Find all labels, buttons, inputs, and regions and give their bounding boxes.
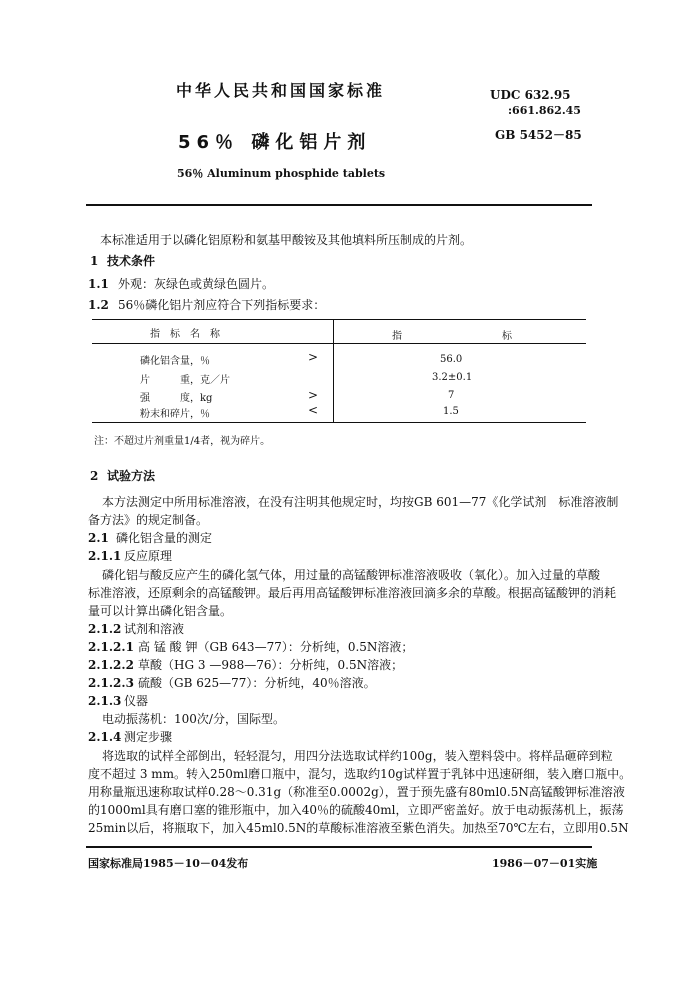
table-column-divider — [333, 319, 334, 422]
document-title-english: 56％ Aluminum phosphide tablets — [177, 167, 386, 180]
section-2-1-2-3-number: 2.1.2.3 — [88, 676, 134, 690]
section-1-2-text: 56％磷化铝片剂应符合下列指标要求： — [118, 298, 326, 312]
section-2-1-2-3-text: 硫酸（GB 625—77）：分析纯，40％溶液。 — [138, 676, 376, 690]
section-2-1-4-paragraph-line: 的1000ml具有磨口塞的锥形瓶中，加入40％的硫酸40ml，立即严密盖好。放于电动振荡机上，振荡 — [88, 803, 624, 817]
table-top-rule — [92, 319, 586, 320]
table-row-name: 片 重，克／片 — [140, 375, 230, 386]
intro-paragraph: 本标准适用于以磷化铝原粉和氨基甲酸铵及其他填料所压制成的片剂。 — [100, 233, 473, 247]
section-1-2-number: 1.2 — [88, 298, 109, 312]
section-2-1-3-text: 电动振荡机：100次/分，国际型。 — [102, 712, 285, 726]
section-2-title: 试验方法 — [107, 469, 156, 483]
table-note: 注：不超过片剂重量1/4者，视为碎片。 — [94, 436, 271, 447]
section-2-1-number: 2.1 — [88, 531, 109, 545]
national-standard-title: 中华人民共和国国家标准 — [176, 81, 386, 100]
effective-date: 1986－07－01实施 — [492, 857, 598, 870]
section-1-number: 1 — [90, 254, 99, 268]
table-row-operator: < — [308, 403, 319, 417]
document-title: 56％ 磷化铝片剂 — [178, 132, 372, 153]
issued-date: 国家标准局1985－10－04发布 — [88, 857, 249, 870]
section-2-1-1-number: 2.1.1 — [88, 549, 122, 563]
section-2-1-4-paragraph-line: 将选取的试样全部倒出，轻轻混匀，用四分法选取试样约100g，装入塑料袋中。将样品砸碎到粒 — [102, 749, 613, 763]
gb-code: GB 5452－85 — [495, 128, 582, 142]
header-divider — [86, 204, 592, 206]
section-1-title: 技术条件 — [107, 254, 156, 268]
section-2-intro-line: 备方法》的规定制备。 — [88, 513, 209, 527]
section-1-1-number: 1.1 — [88, 277, 109, 291]
table-row-operator: > — [308, 388, 319, 402]
section-2-1-3-title: 仪器 — [124, 694, 149, 708]
table-row-value: 7 — [448, 390, 455, 401]
section-2-1-1-paragraph-line: 标准溶液，还原剩余的高锰酸钾。最后再用高锰酸钾标准溶液回滴多余的草酸。根据高锰酸钾的消耗 — [88, 586, 617, 600]
table-row-name: 强 度，kg — [140, 393, 213, 404]
table-row-name: 粉末和碎片，％ — [140, 409, 210, 420]
section-1-1-text: 外观：灰绿色或黄绿色圆片。 — [118, 277, 275, 291]
table-row-value: 1.5 — [443, 406, 459, 417]
udc-code-line2: :661.862.45 — [508, 104, 581, 117]
table-row-operator: > — [308, 350, 319, 364]
section-2-1-2-2-number: 2.1.2.2 — [88, 658, 134, 672]
section-2-1-4-paragraph-line: 用称量瓶迅速称取试样0.28～0.31g（称准至0.0002g），置于预先盛有80ml0.5N高锰酸钾标准溶液 — [88, 785, 625, 799]
section-2-1-2-number: 2.1.2 — [88, 622, 122, 636]
footer-divider — [86, 846, 592, 848]
section-2-1-2-2-text: 草酸（HG 3 —988—76）：分析纯，0.5N溶液； — [138, 658, 404, 672]
section-2-1-2-1-number: 2.1.2.1 — [88, 640, 134, 654]
section-2-1-2-1-text: 高 锰 酸 钾（GB 643—77）：分析纯，0.5N溶液； — [138, 640, 414, 654]
udc-code-line1: UDC 632.95 — [490, 88, 571, 102]
table-bottom-rule — [92, 422, 586, 423]
table-row-name: 磷化铝含量，％ — [140, 356, 210, 367]
section-2-1-3-number: 2.1.3 — [88, 694, 122, 708]
section-2-number: 2 — [90, 469, 99, 483]
section-2-1-2-title: 试剂和溶液 — [124, 622, 185, 636]
table-header-rule — [92, 343, 586, 344]
section-2-1-1-paragraph-line: 量可以计算出磷化铝含量。 — [88, 604, 233, 618]
table-header-name: 指 标 名 称 — [150, 329, 220, 340]
section-2-1-4-number: 2.1.4 — [88, 730, 122, 744]
section-2-1-4-paragraph-line: 25min以后，将瓶取下，加入45ml0.5N的草酸标准溶液至紫色消失。加热至70℃左右，立即用0.5N — [88, 821, 629, 835]
table-row-value: 56.0 — [440, 354, 463, 365]
section-2-1-1-title: 反应原理 — [124, 549, 173, 563]
table-row-value: 3.2±0.1 — [432, 372, 473, 383]
section-2-1-1-paragraph-line: 磷化铝与酸反应产生的磷化氢气体，用过量的高锰酸钾标准溶液吸收（氧化）。加入过量的草酸 — [102, 568, 601, 582]
section-2-intro-line: 本方法测定中所用标准溶液，在没有注明其他规定时，均按GB 601—77《化学试剂 标准溶液制 — [102, 495, 619, 509]
table-header-value: 指 标 — [392, 331, 512, 342]
section-2-1-4-paragraph-line: 度不超过 3 mm。转入250ml磨口瓶中，混匀，选取约10g试样置于乳钵中迅速研细，装入磨口瓶中。 — [88, 767, 632, 781]
section-2-1-title: 磷化铝含量的测定 — [116, 531, 213, 545]
section-2-1-4-title: 测定步骤 — [124, 730, 173, 744]
